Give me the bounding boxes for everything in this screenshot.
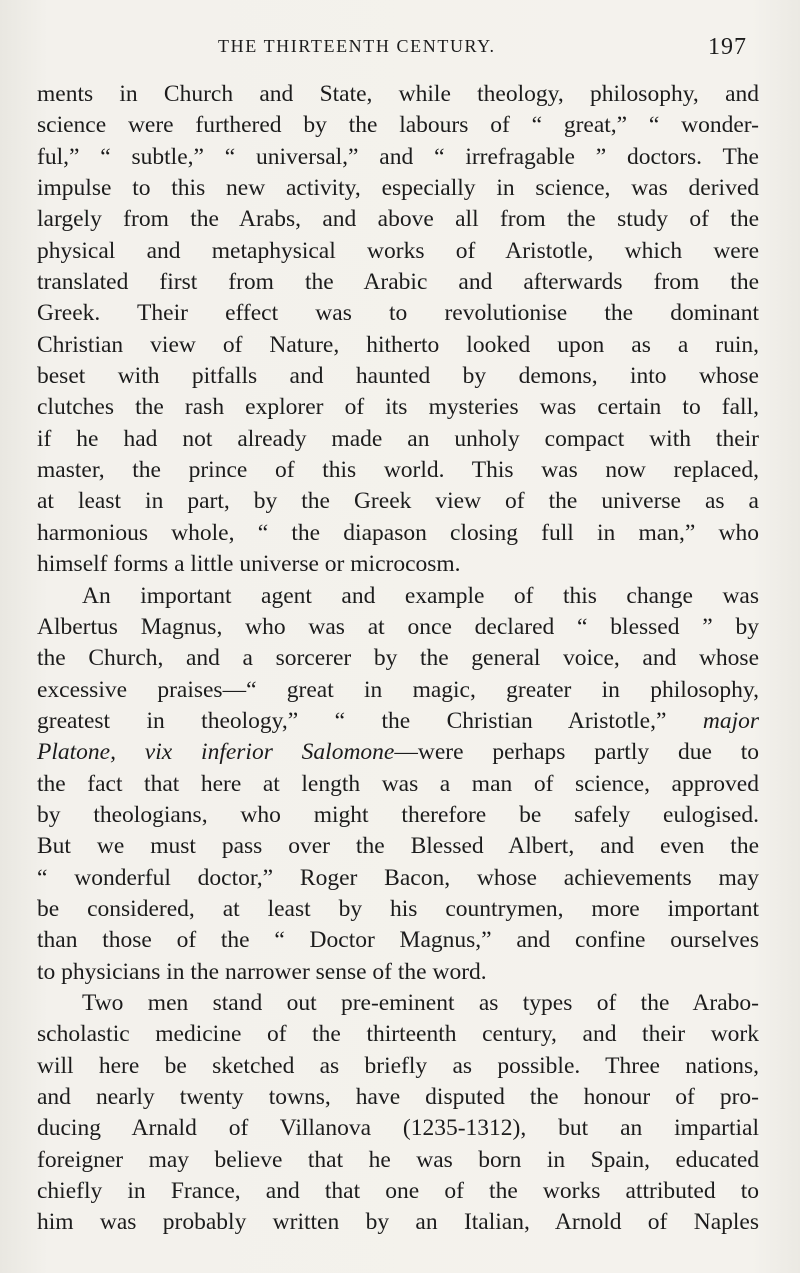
line-text: him was probably written by an Italian, Arnold of Naples	[37, 1209, 759, 1236]
line-text: Greek. Their effect was to revolutionise the dominant	[37, 300, 759, 327]
text-line	[37, 925, 759, 956]
text-line	[37, 1113, 759, 1144]
line-text: scholastic medicine of the thirteenth century, and their work	[37, 1021, 759, 1048]
line-text: largely from the Arabs, and above all from the study of the	[37, 206, 759, 233]
text-line	[37, 110, 759, 141]
text-line	[37, 894, 759, 925]
line-text: the fact that here at length was a man of science, approved	[37, 770, 759, 797]
text-line	[37, 298, 759, 329]
text-line	[37, 173, 759, 204]
body-text	[37, 79, 759, 1239]
line-text: foreigner may believe that he was born in Spain, educated	[37, 1146, 759, 1173]
line-text: “ wonderful doctor,” Roger Bacon, whose achievements may	[37, 864, 759, 891]
text-line	[37, 1051, 759, 1082]
text-line	[37, 424, 759, 455]
line-text: impulse to this new activity, especially in science, was derived	[37, 175, 759, 202]
text-line	[37, 1082, 759, 1113]
line-text: —were perhaps partly due to	[394, 739, 759, 766]
line-text: the Church, and a sorcerer by the general voice, and whose	[37, 645, 759, 672]
line-text: science were furthered by the labours of “ great,” “ wonder-	[37, 112, 759, 139]
text-line	[37, 831, 759, 862]
text-line	[37, 706, 759, 737]
running-head	[0, 32, 800, 62]
line-text: ful,” “ subtle,” “ universal,” and “ irrefragable ” doctors. The	[37, 143, 759, 170]
line-text: master, the prince of this world. This was now replaced,	[37, 457, 759, 484]
line-text: Albertus Magnus, who was at once declared “ blessed ” by	[37, 613, 759, 640]
line-text: translated first from the Arabic and afterwards from the	[37, 269, 759, 296]
text-line	[37, 549, 759, 580]
line-text: Two men stand out pre-eminent as types of the Arabo-	[82, 989, 759, 1016]
text-line	[37, 518, 759, 549]
text-line	[37, 392, 759, 423]
line-text: than those of the “ Doctor Magnus,” and confine ourselves	[37, 927, 759, 954]
page-number: 197	[708, 34, 747, 60]
line-text: clutches the rash explorer of its mysteries was certain to fall,	[37, 394, 759, 421]
line-text: beset with pitfalls and haunted by demons, into whose	[37, 363, 759, 390]
text-line	[37, 957, 759, 988]
text-line	[37, 79, 759, 110]
text-line	[37, 142, 759, 173]
line-text: greatest in theology,” “ the Christian Aristotle,”	[37, 707, 703, 734]
text-line	[37, 769, 759, 800]
text-line	[37, 988, 759, 1019]
text-line	[37, 675, 759, 706]
line-text: physical and metaphysical works of Aristotle, which were	[37, 237, 759, 264]
text-line	[37, 204, 759, 235]
line-text: at least in part, by the Greek view of the universe as a	[37, 488, 759, 515]
text-line	[37, 486, 759, 517]
line-text: ments in Church and State, while theology, philosophy, and	[37, 81, 759, 107]
text-line	[37, 643, 759, 674]
line-text: if he had not already made an unholy compact with their	[37, 425, 759, 452]
text-line	[37, 236, 759, 267]
line-text: harmonious whole, “ the diapason closing full in man,” who	[37, 519, 759, 546]
text-line	[37, 1176, 759, 1207]
text-line	[37, 800, 759, 831]
line-text: and nearly twenty towns, have disputed the honour of pro-	[37, 1084, 759, 1110]
running-title: THE THIRTEENTH CENTURY.	[218, 36, 496, 56]
text-line	[37, 863, 759, 894]
line-text: excessive praises—“ great in magic, greater in philosophy,	[37, 676, 759, 703]
line-text: An important agent and example of this change was	[82, 582, 759, 609]
line-text: Christian view of Nature, hitherto looked upon as a ruin,	[37, 331, 759, 358]
text-line	[37, 330, 759, 361]
text-line	[37, 267, 759, 298]
line-text: ducing Arnald of Villanova (1235-1312), but an impartial	[37, 1115, 759, 1142]
text-line	[37, 737, 759, 768]
line-text: be considered, at least by his countrymen, more important	[37, 895, 759, 922]
text-line	[37, 581, 759, 612]
line-text: chiefly in France, and that one of the works attributed to	[37, 1178, 759, 1205]
line-text: will here be sketched as briefly as possible. Three nations,	[37, 1052, 759, 1079]
italic-phrase: major	[702, 707, 759, 734]
text-line	[37, 1019, 759, 1050]
text-line	[37, 1145, 759, 1176]
text-line	[37, 361, 759, 392]
line-text: to physicians in the narrower sense of the word.	[37, 958, 487, 985]
text-line	[37, 455, 759, 486]
line-text: himself forms a little universe or microcosm.	[37, 551, 461, 578]
line-text: But we must pass over the Blessed Albert, and even the	[37, 833, 759, 860]
italic-phrase: Platone, vix inferior Salomone	[37, 739, 395, 766]
line-text: by theologians, who might therefore be safely eulogised.	[37, 801, 759, 828]
text-line	[37, 612, 759, 643]
text-line	[37, 1207, 759, 1238]
